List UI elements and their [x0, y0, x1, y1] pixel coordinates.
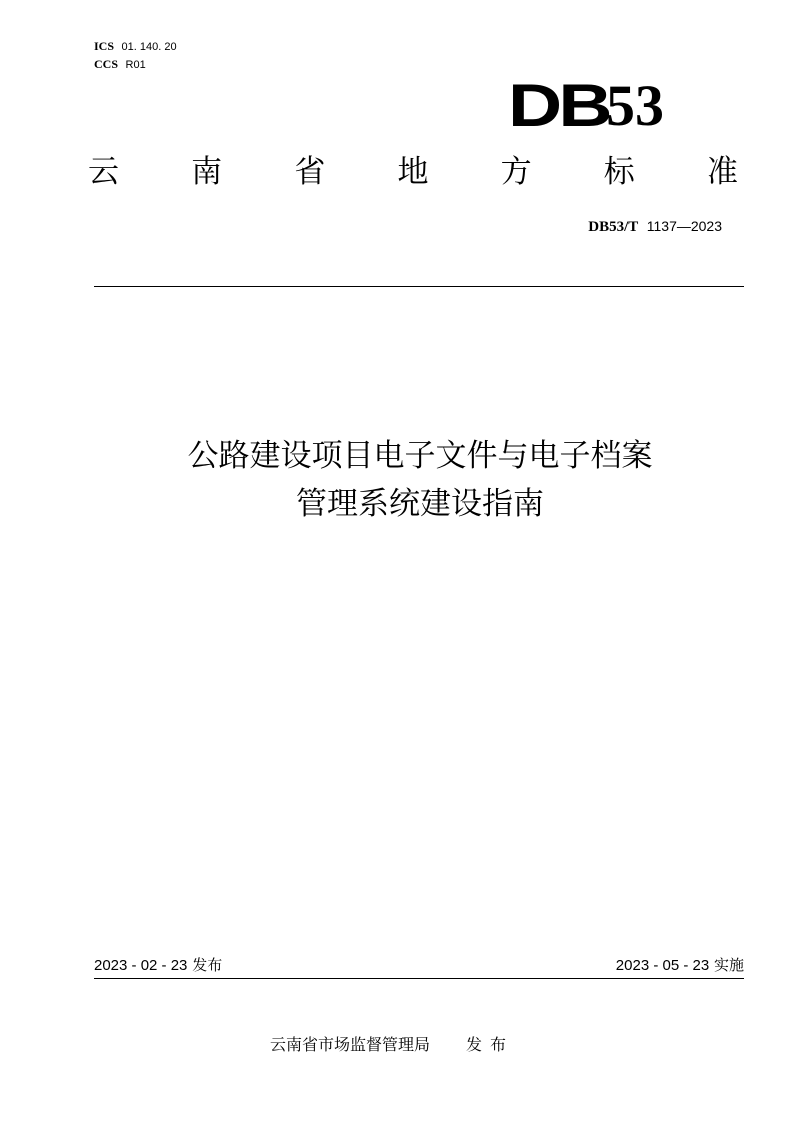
logo-number: 53 [606, 73, 664, 138]
classification-codes [94, 38, 177, 74]
standard-type-char: 方 [500, 154, 532, 190]
ics-label: ICS [94, 39, 115, 53]
ics-line [94, 38, 177, 56]
issue-date [94, 954, 222, 975]
standard-type-char: 准 [706, 154, 738, 190]
standard-type-char: 省 [294, 154, 326, 190]
publisher-action: 发布 [466, 1035, 515, 1054]
db53-logo [508, 66, 698, 139]
standard-number [588, 218, 722, 236]
standard-number-rest: 1137—2023 [646, 218, 722, 234]
title-line-2: 管理系统建设指南 [296, 486, 544, 522]
ics-value: 01. 140. 20 [121, 41, 177, 53]
implementation-date [616, 954, 744, 975]
publisher-name: 云南省市场监督管理局 [270, 1035, 431, 1054]
issue-date-value: 2023 - 02 - 23 [94, 957, 188, 974]
bottom-divider [94, 978, 744, 979]
standard-number-prefix: DB53/T [588, 219, 639, 235]
top-divider [94, 286, 744, 287]
ccs-line [94, 56, 177, 74]
implementation-date-word: 实施 [713, 956, 744, 974]
ccs-value: R01 [125, 59, 146, 71]
standard-type-heading [88, 152, 738, 192]
issue-date-word: 发布 [192, 956, 223, 974]
standard-type-char: 南 [191, 154, 223, 190]
standard-type-char: 标 [603, 154, 635, 190]
standard-type-char: 云 [88, 154, 119, 190]
standard-type-char: 地 [397, 154, 429, 190]
logo-letters: DB [508, 72, 609, 139]
title-line-1: 公路建设项目电子文件与电子档案 [187, 438, 653, 474]
document-title [0, 432, 800, 528]
ccs-label: CCS [94, 57, 119, 71]
publisher [270, 1032, 514, 1055]
implementation-date-value: 2023 - 05 - 23 [615, 957, 710, 974]
